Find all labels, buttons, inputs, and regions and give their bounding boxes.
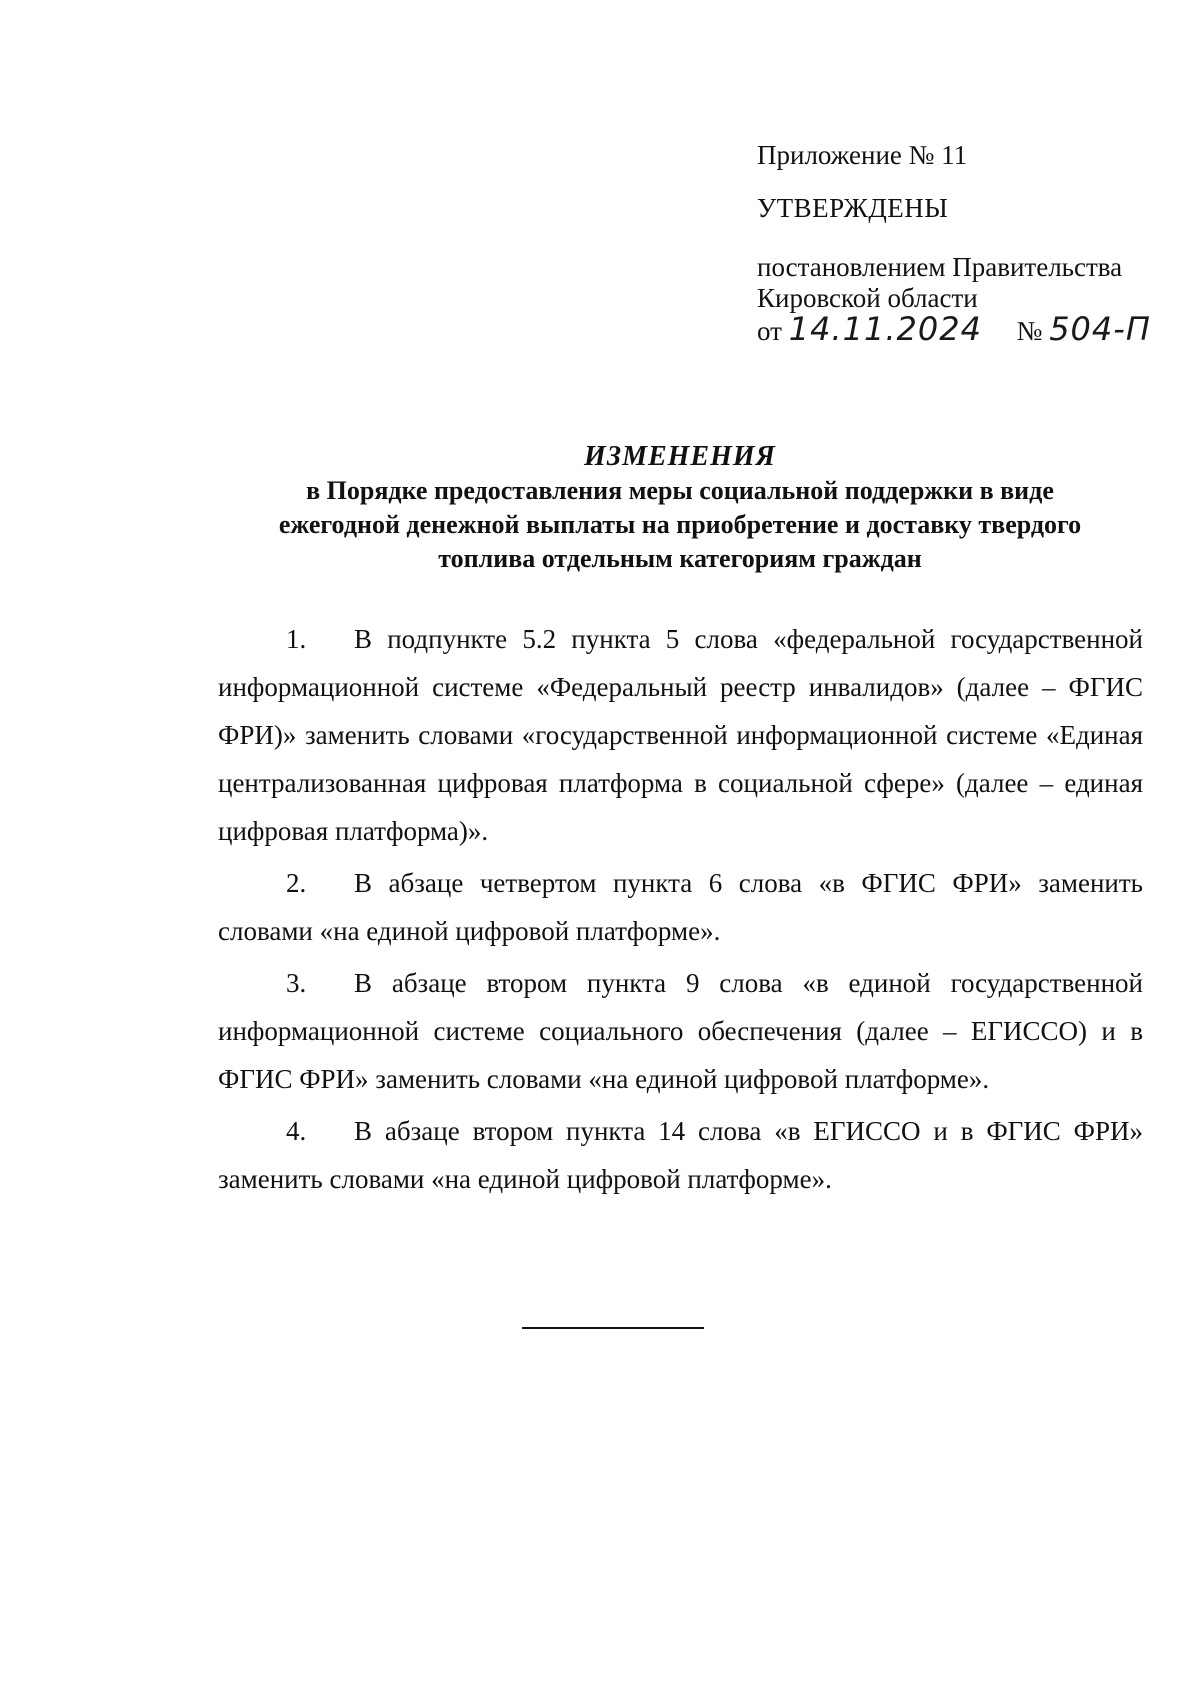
amendment-number: 4. <box>286 1116 307 1146</box>
amendment-number: 1. <box>286 624 307 654</box>
document-subtitle-line-2: ежегодной денежной выплаты на приобретение и доставку твердого <box>278 510 1082 539</box>
appendix-label: Приложение № 11 <box>757 140 968 170</box>
handwritten-date: 14.11.2024 <box>788 310 982 348</box>
amendment-text: В абзаце втором пункта 9 слова «в единой государственной информационной системе социального обеспечения (далее – ЕГИССО) и в ФГИС ФРИ» заменить словами «на единой цифровой платформе». <box>218 968 1143 1094</box>
date-prefix: от <box>757 316 782 346</box>
amendment-item <box>218 959 1143 1103</box>
decree-line-1: постановлением Правительства <box>757 252 1123 282</box>
amendments-list <box>218 615 1143 1207</box>
handwritten-number: 504-П <box>1049 310 1151 348</box>
approval-block <box>757 140 1177 347</box>
amendment-text: В абзаце втором пункта 14 слова «в ЕГИССО и в ФГИС ФРИ» заменить словами «на единой цифровой платформе». <box>218 1116 1143 1194</box>
document-subtitle-line-3: топлива отдельным категориям граждан <box>438 544 922 573</box>
amendment-item <box>218 615 1143 855</box>
amendment-text: В абзаце четвертом пункта 6 слова «в ФГИС ФРИ» заменить словами «на единой цифровой платформе». <box>218 868 1143 946</box>
decree-line-2: Кировской области <box>757 283 978 313</box>
amendment-item <box>218 859 1143 955</box>
amendment-text: В подпункте 5.2 пункта 5 слова «федеральной государственной информационной системе «Федеральный реестр инвалидов» (далее – ФГИС ФРИ)» заменить словами «государственной информационной системе «Единая централизованная цифровая платформа в социальной сфере» (далее – единая цифровая платформа)». <box>218 624 1143 846</box>
approved-label: УТВЕРЖДЕНЫ <box>757 193 949 223</box>
amendment-item <box>218 1107 1143 1203</box>
decree-date-number <box>757 310 1177 348</box>
document-title: ИЗМЕНЕНИЯ <box>584 441 776 472</box>
closing-divider <box>522 1327 704 1329</box>
amendment-number: 3. <box>286 968 307 998</box>
number-prefix: № <box>1016 316 1043 346</box>
document-subtitle-line-1: в Порядке предоставления меры социальной поддержки в виде <box>306 476 1054 505</box>
document-heading <box>200 440 1160 576</box>
amendment-number: 2. <box>286 868 307 898</box>
